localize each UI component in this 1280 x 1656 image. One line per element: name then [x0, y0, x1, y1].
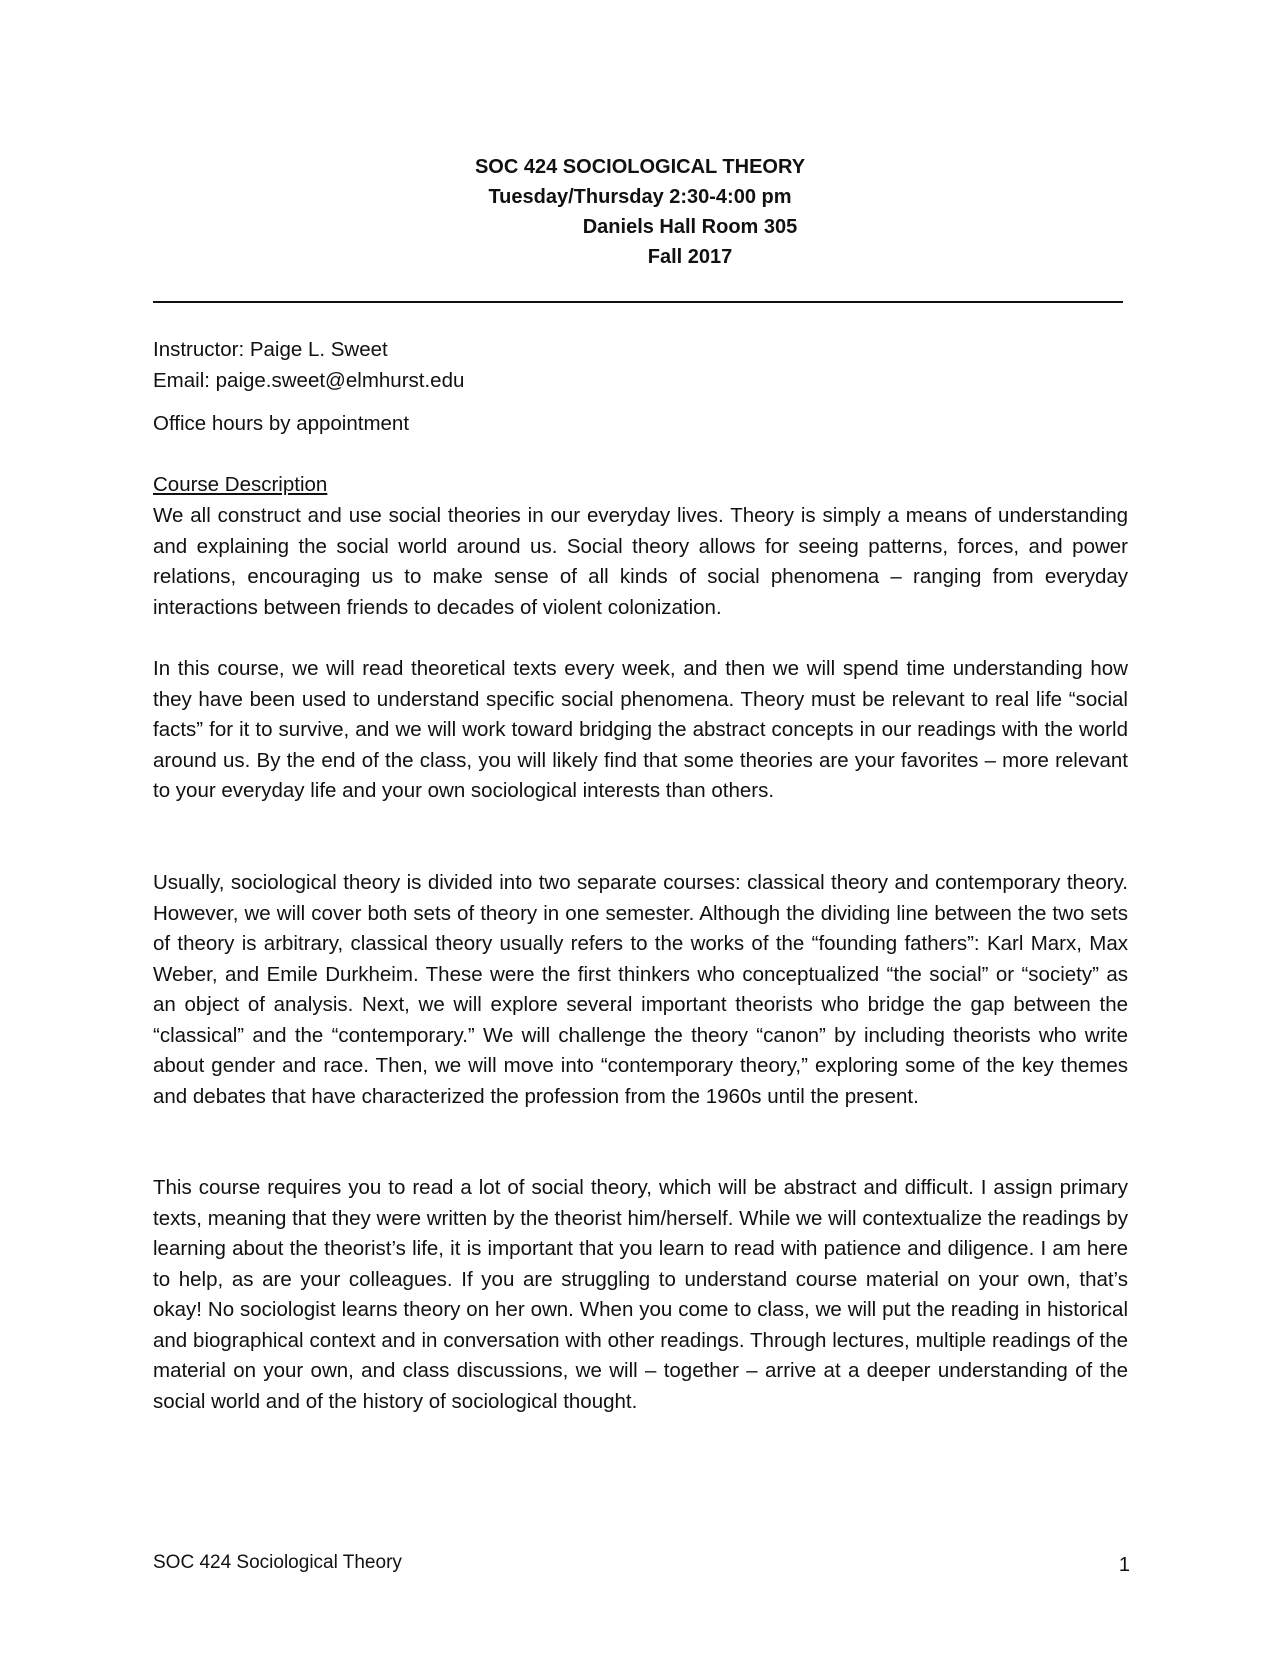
office-hours-line: Office hours by appointment	[153, 412, 410, 435]
description-paragraph: We all construct and use social theories in our everyday lives. Theory is simply a means of understanding and explaining the social world around us. Social theory allows for seeing patterns, forces, and power relations, encouraging us to make sense of all kinds of social phenomena – ranging from everyday interactions between friends to decades of violent colonization.	[153, 504, 1128, 619]
course-title: SOC 424 SOCIOLOGICAL THEORY	[474, 156, 806, 178]
course-location: Daniels Hall Room 305	[582, 216, 798, 238]
course-term: Fall 2017	[647, 246, 733, 268]
description-paragraph: This course requires you to read a lot of social theory, which will be abstract and difficult. I assign primary texts, meaning that they were written by the theorist him/herself. While we will contextualize the readings by learning about the theorist’s life, it is important that you learn to read with patience and diligence. I am here to help, as are your colleagues. If you are struggling to understand course material on your own, that’s okay! No sociologist learns theory on her own. When you come to class, we will put the reading in historical and biographical context and in conversation with other readings. Through lectures, multiple readings of the material on your own, and class discussions, we will – together – arrive at a deeper understanding of the social world and of the history of sociological thought.	[153, 1176, 1128, 1413]
footer-page-number: 1	[1118, 1554, 1130, 1576]
instructor-line: Instructor: Paige L. Sweet	[153, 338, 388, 361]
section-title-course-description: Course Description	[153, 473, 328, 496]
email-line: Email: paige.sweet@elmhurst.edu	[153, 368, 465, 392]
header-divider	[153, 301, 1123, 303]
description-paragraph: Usually, sociological theory is divided into two separate courses: classical theory and contemporary theory. However, we will cover both sets of theory in one semester. Although the dividing line between the two sets of theory is arbitrary, classical theory usually refers to the works of the “founding fathers”: Karl Marx, Max Weber, and Emile Durkheim. These were the first thinkers who conceptualized “the social” or “society” as an object of analysis. Next, we will explore several important theorists who bridge the gap between the “classical” and the “contemporary.” We will challenge the theory “canon” by including theorists who write about gender and race. Then, we will move into “contemporary theory,” exploring some of the key themes and debates that have characterized the profession from the 1960s until the present.	[153, 871, 1128, 1108]
contact-block	[153, 335, 1128, 396]
document-header	[0, 152, 1280, 272]
footer-course-name: SOC 424 Sociological Theory	[153, 1552, 402, 1573]
description-paragraph: In this course, we will read theoretical texts every week, and then we will spend time understanding how they have been used to understand specific social phenomena. Theory must be relevant to real life “social facts” for it to survive, and we will work toward bridging the abstract concepts in our readings with the world around us. By the end of the class, you will likely find that some theories are your favorites – more relevant to your everyday life and your own sociological interests than others.	[153, 657, 1128, 802]
course-schedule: Tuesday/Thursday 2:30-4:00 pm	[488, 186, 792, 208]
